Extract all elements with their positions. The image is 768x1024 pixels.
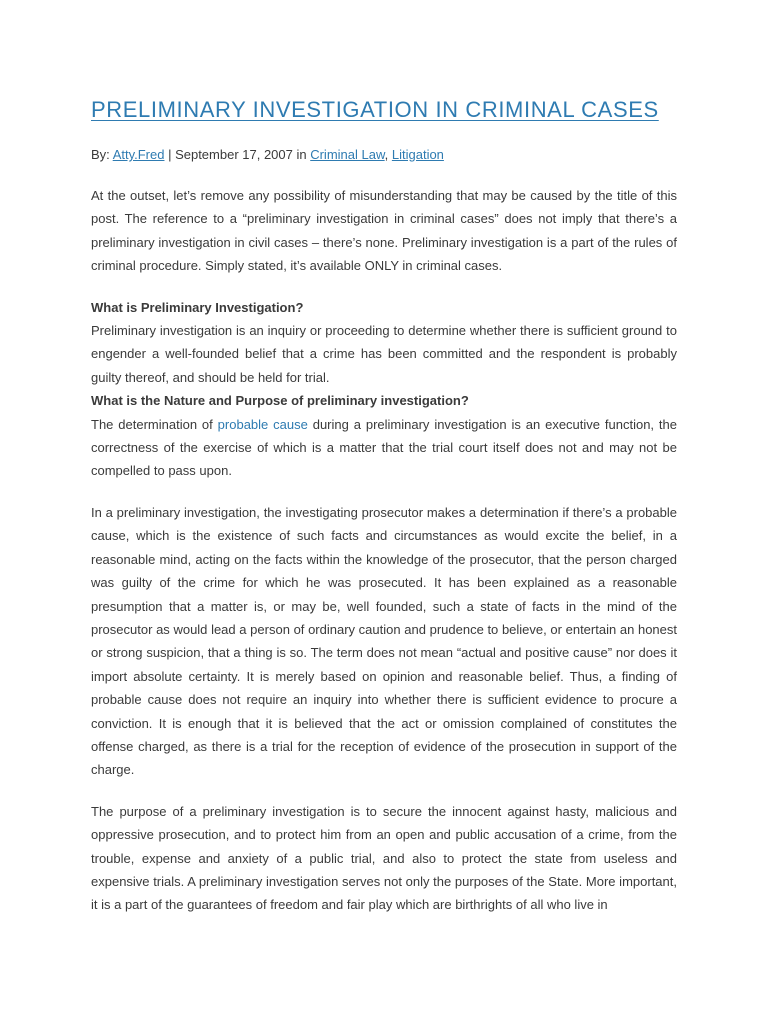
nature-text-before: The determination of (91, 416, 218, 432)
article (91, 96, 677, 917)
category-link-criminal-law[interactable]: Criminal Law (310, 147, 385, 162)
heading-what-is-pi: What is Preliminary Investigation? (91, 299, 304, 315)
category-link-litigation[interactable]: Litigation (391, 147, 444, 162)
purpose-paragraph: The purpose of a preliminary investigation is to secure the innocent against hasty, malicious and oppressive prosecution, and to protect him from an open and public accusation of a crime, from the trouble, expense and anxiety of a public trial, and also to protect the state from useless and expensive trials. A preliminary investigation serves not only the purposes of the State. More important, it is a part of the guarantees of freedom and fair play which are birthrights of all who live in (91, 803, 677, 913)
byline (91, 146, 677, 164)
intro-paragraph: At the outset, let’s remove any possibility of misunderstanding that may be caused by the title of this post. The reference to a “preliminary investigation in criminal cases” does not imply that there’s a preliminary investigation in civil cases – there’s none. Preliminary investigation is a part of the rules of criminal procedure. Simply stated, it’s available ONLY in criminal cases. (91, 188, 677, 274)
author-link[interactable]: Atty.Fred (112, 147, 165, 162)
byline-prefix: By: (91, 147, 113, 162)
byline-date: | September 17, 2007 in (164, 147, 311, 162)
definition-paragraph: Preliminary investigation is an inquiry or proceeding to determine whether there is sufficient ground to engender a well-founded belief that a crime has been committed and the respondent is probably guilty thereof, and should be held for trial. (91, 323, 677, 385)
byline-comma: , (384, 147, 392, 162)
probable-cause-paragraph: In a preliminary investigation, the investigating prosecutor makes a determination if there’s a probable cause, which is the existence of such facts and circumstances as would excite the belief, in a reasonable mind, acting on the facts within the knowledge of the prosecutor, that the person charged was guilty of the crime for which he was prosecuted. It has been explained as a reasonable presumption that a matter is, or may be, well founded, such a state of facts in the mind of the prosecutor as would lead a person of ordinary caution and prudence to believe, or entertain an honest or strong suspicion, that a thing is so. The term does not mean “actual and positive cause” nor does it import absolute certainty. It is merely based on opinion and reasonable belief. Thus, a finding of probable cause does not require an inquiry into whether there is sufficient evidence to procure a conviction. It is enough that it is believed that the act or omission complained of constitutes the offense charged, as there is a trial for the reception of evidence of the prosecution in support of the charge. (91, 504, 677, 778)
heading-nature-purpose: What is the Nature and Purpose of preliminary investigation? (91, 393, 469, 409)
nature-paragraph (91, 413, 677, 483)
probable-cause-link[interactable]: probable cause (217, 416, 308, 432)
nature-text-after: during a preliminary investigation is an executive function, the correctness of the exercise of which is a matter that the trial court itself does not and may not be compelled to pass upon. (91, 416, 677, 479)
article-title[interactable]: PRELIMINARY INVESTIGATION IN CRIMINAL CASES (91, 97, 659, 122)
